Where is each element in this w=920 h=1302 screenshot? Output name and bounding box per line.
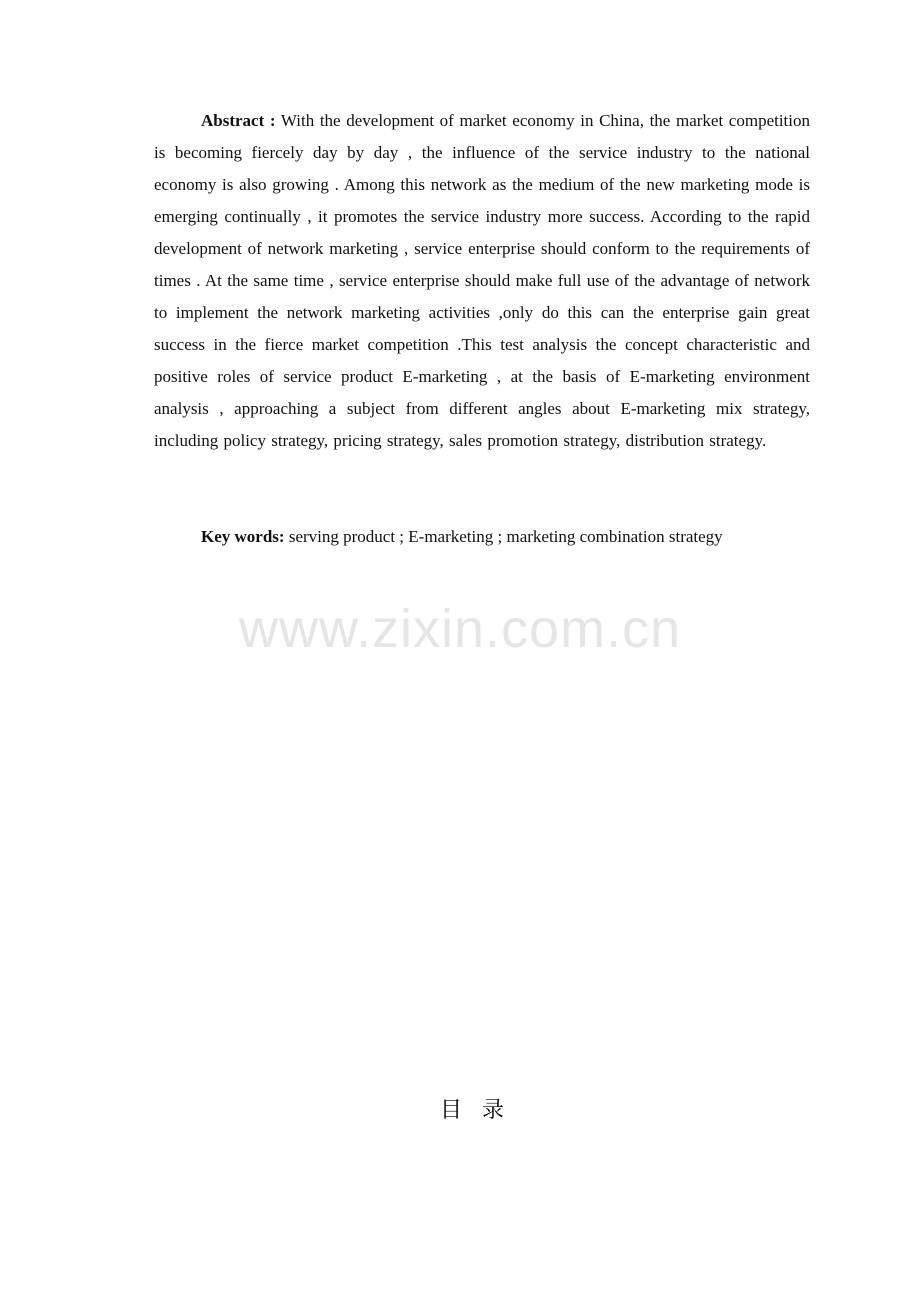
keywords-text: serving product ; E-marketing ; marketing combination strategy: [288, 527, 723, 546]
keywords-label: Key words:: [201, 527, 285, 546]
abstract-text: With the development of market economy in China, the market competition is becoming fiercely day by day , the influence of the service industry to the national economy is also growing . Among this network as the medium of the new marketing mode is emerging continually , it promotes the service industry more success. According to the rapid development of network marketing , service enterprise should conform to the requirements of times . At the same time , service enterprise should make full use of the advantage of network to implement the network marketing activities ,only do this can the enterprise gain great success in the fierce market competition .This test analysis the concept characteristic and positive roles of service product E-marketing , at the basis of E-marketing environment analysis , approaching a subject from different angles about E-marketing mix strategy, including policy strategy, pricing strategy, sales promotion strategy, distribution strategy.: [154, 111, 811, 450]
abstract-paragraph: [154, 105, 810, 457]
toc-title: 目录: [439, 1098, 524, 1123]
watermark: www.zixin.com.cn: [238, 599, 682, 659]
abstract-label: Abstract :: [201, 111, 276, 130]
keywords-paragraph: [154, 521, 810, 553]
